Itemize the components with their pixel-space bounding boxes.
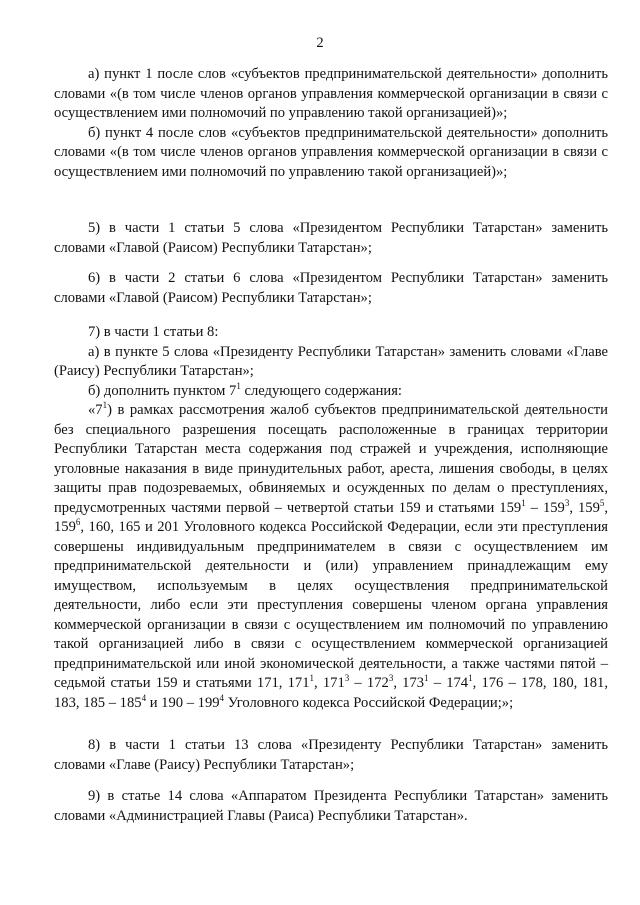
page-number: 2	[316, 35, 324, 51]
paragraph-7a: а) в пункте 5 слова «Президенту Республики Татарстан» заменить словами «Главе (Раису) Республики Татарстан»;	[54, 343, 608, 379]
paragraph-8: 8) в части 1 статьи 13 слова «Президенту Республики Татарстан» заменить словами «Главе (Раису) Республики Татарстан»;	[54, 737, 608, 773]
paragraph-9: 9) в статье 14 слова «Аппаратом Президента Республики Татарстан» заменить словами «Администрацией Главы (Раиса) Республики Татарстан».	[54, 788, 608, 824]
amendment-5	[54, 219, 608, 258]
paragraph-7-1-text: «$7^1$) в рамках рассмотрения жалоб субъектов предпринимательской деятельности без специального разрешения посещать расположенные в границах территории Республики Татарстан места содержания под стражей и учреждения, исполняющие уголовные наказания в виде принудительных работ, ареста, лишения свободы, в целях защиты прав подозреваемых, обвиняемых и осужденных по делам о преступлениях, предусмотренных частями первой – четвертой статьи 159 и статьями $159^1 - 159^3$, $159^5$, $159^6$, 160, 165 и 201 Уголовного кодекса Российской Федерации, если эти преступления совершены индивидуальным предпринимателем в связи с осуществлением им предпринимательской деятельности и (или) управлением принадлежащим ему имуществом, используемым в целях осуществления предпринимательской деятельности, либо если эти преступления совершены членом органа управления коммерческой организации в связи с осуществлением им полномочий по управлению такой организацией либо в связи с осуществлением коммерческой организацией предпринимательской или иной экономической деятельности, а также частями пятой – седьмой статьи 159 и статьями 171, $171^1$, $171^3 - 172^3$, $173^1 - 174^1$, 176 – 178, 180, 181, 183, $185 - 185^4$ и $190 - 199^4$ Уголовного кодекса Российской Федерации;»;	[54, 400, 609, 711]
amendment-block-article-4	[54, 65, 608, 182]
amendment-6	[54, 269, 608, 308]
paragraph-b-item-4: б) пункт 4 после слов «субъектов предпринимательской деятельности» дополнить словами «(в том числе членов органов управления коммерческой организации в связи с осуществлением ими полномочий по управлению такой организацией)»;	[54, 124, 608, 180]
paragraph-7: 7) в части 1 статьи 8:	[88, 324, 219, 340]
paragraph-6: 6) в части 2 статьи 6 слова «Президентом Республики Татарстан» заменить словами «Главой (Раисом) Республики Татарстан»;	[54, 270, 608, 306]
amendment-9	[54, 787, 608, 826]
amendment-8	[54, 736, 608, 775]
amendment-7	[54, 323, 608, 713]
paragraph-a-item-1: а) пункт 1 после слов «субъектов предпринимательской деятельности» дополнить словами «(в том числе членов органов управления коммерческой организации в связи с осуществлением ими полномочий по управлению такой организацией)»;	[54, 66, 608, 121]
paragraph-7b: б) дополнить пунктом $7^1$ следующего содержания:	[88, 380, 402, 399]
paragraph-5: 5) в части 1 статьи 5 слова «Президентом Республики Татарстан» заменить словами «Главой (Раисом) Республики Татарстан»;	[54, 220, 608, 256]
